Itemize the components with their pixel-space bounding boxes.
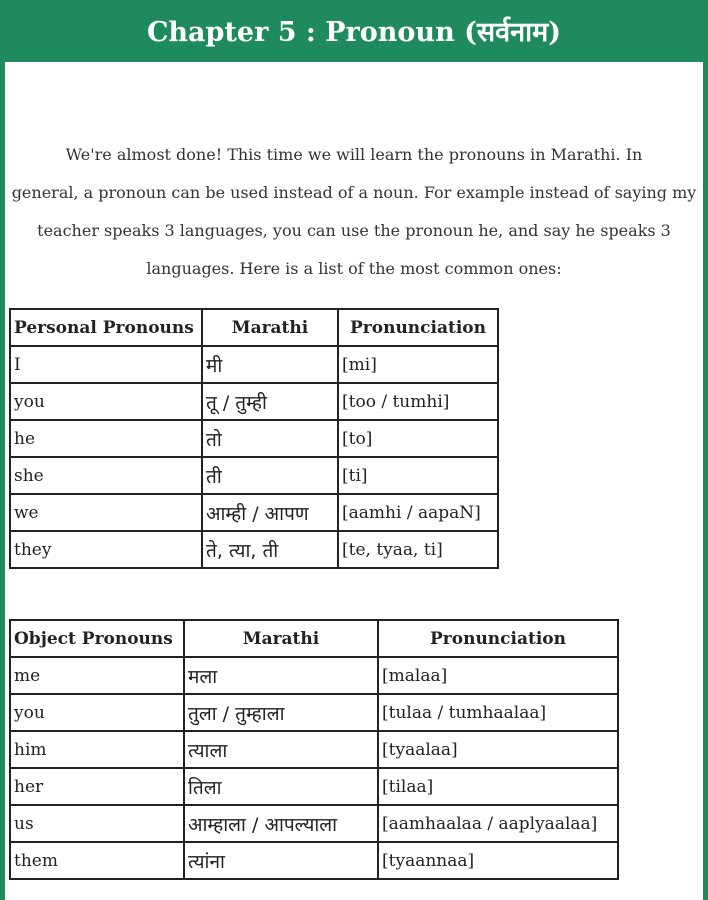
- intro-line: We're almost done! This time we will learn the pronouns in Marathi. In: [65, 145, 643, 164]
- pronunciation-cell: [aamhi / aapaN]: [338, 494, 498, 531]
- marathi-cell: तू / तुम्ही: [202, 383, 338, 420]
- object-pronouns-table: [9, 619, 619, 880]
- table-row: [10, 494, 498, 531]
- table-row: [10, 842, 618, 879]
- pronunciation-cell: [too / tumhi]: [338, 383, 498, 420]
- intro-line: general, a pronoun can be used instead of a noun. For example instead of saying my: [11, 183, 697, 202]
- table-row: [10, 457, 498, 494]
- english-cell: we: [10, 494, 202, 531]
- table-row: [10, 383, 498, 420]
- pronunciation-cell: [tyaannaa]: [378, 842, 618, 879]
- personal-pronouns-table: [9, 308, 499, 569]
- column-header-pronunciation: Pronunciation: [378, 620, 618, 657]
- english-cell: them: [10, 842, 184, 879]
- pronunciation-cell: [tulaa / tumhaalaa]: [378, 694, 618, 731]
- table-header-row: [10, 309, 498, 346]
- english-cell: you: [10, 383, 202, 420]
- marathi-cell: ते, त्या, ती: [202, 531, 338, 568]
- column-header-pronunciation: Pronunciation: [338, 309, 498, 346]
- english-cell: they: [10, 531, 202, 568]
- pronunciation-cell: [tilaa]: [378, 768, 618, 805]
- english-cell: me: [10, 657, 184, 694]
- chapter-header: [0, 0, 708, 60]
- table-header-row: [10, 620, 618, 657]
- table-row: [10, 346, 498, 383]
- marathi-cell: ती: [202, 457, 338, 494]
- marathi-cell: आम्ही / आपण: [202, 494, 338, 531]
- english-cell: he: [10, 420, 202, 457]
- pronunciation-cell: [ti]: [338, 457, 498, 494]
- table-row: [10, 768, 618, 805]
- pronunciation-cell: [malaa]: [378, 657, 618, 694]
- table-row: [10, 731, 618, 768]
- intro-line: teacher speaks 3 languages, you can use the pronoun he, and say he speaks 3: [37, 221, 671, 240]
- marathi-cell: तुला / तुम्हाला: [184, 694, 378, 731]
- table-row: [10, 420, 498, 457]
- chapter-title: Chapter 5 : Pronoun (सर्वनाम): [146, 16, 562, 48]
- marathi-cell: मी: [202, 346, 338, 383]
- marathi-cell: त्याला: [184, 731, 378, 768]
- table-row: [10, 657, 618, 694]
- marathi-cell: तो: [202, 420, 338, 457]
- marathi-cell: त्यांना: [184, 842, 378, 879]
- pronunciation-cell: [te, tyaa, ti]: [338, 531, 498, 568]
- english-cell: him: [10, 731, 184, 768]
- column-header-marathi: Marathi: [184, 620, 378, 657]
- table-row: [10, 805, 618, 842]
- english-cell: us: [10, 805, 184, 842]
- marathi-cell: आम्हाला / आपल्याला: [184, 805, 378, 842]
- english-cell: I: [10, 346, 202, 383]
- column-header-personal-pronouns: Personal Pronouns: [10, 309, 202, 346]
- intro-paragraph: [5, 136, 703, 288]
- column-header-object-pronouns: Object Pronouns: [10, 620, 184, 657]
- marathi-cell: मला: [184, 657, 378, 694]
- content-panel: [5, 62, 703, 900]
- column-header-marathi: Marathi: [202, 309, 338, 346]
- pronunciation-cell: [mi]: [338, 346, 498, 383]
- marathi-cell: तिला: [184, 768, 378, 805]
- intro-line: languages. Here is a list of the most common ones:: [146, 259, 562, 278]
- pronunciation-cell: [aamhaalaa / aaplyaalaa]: [378, 805, 618, 842]
- pronunciation-cell: [tyaalaa]: [378, 731, 618, 768]
- table-row: [10, 531, 498, 568]
- english-cell: you: [10, 694, 184, 731]
- table-row: [10, 694, 618, 731]
- english-cell: she: [10, 457, 202, 494]
- pronunciation-cell: [to]: [338, 420, 498, 457]
- english-cell: her: [10, 768, 184, 805]
